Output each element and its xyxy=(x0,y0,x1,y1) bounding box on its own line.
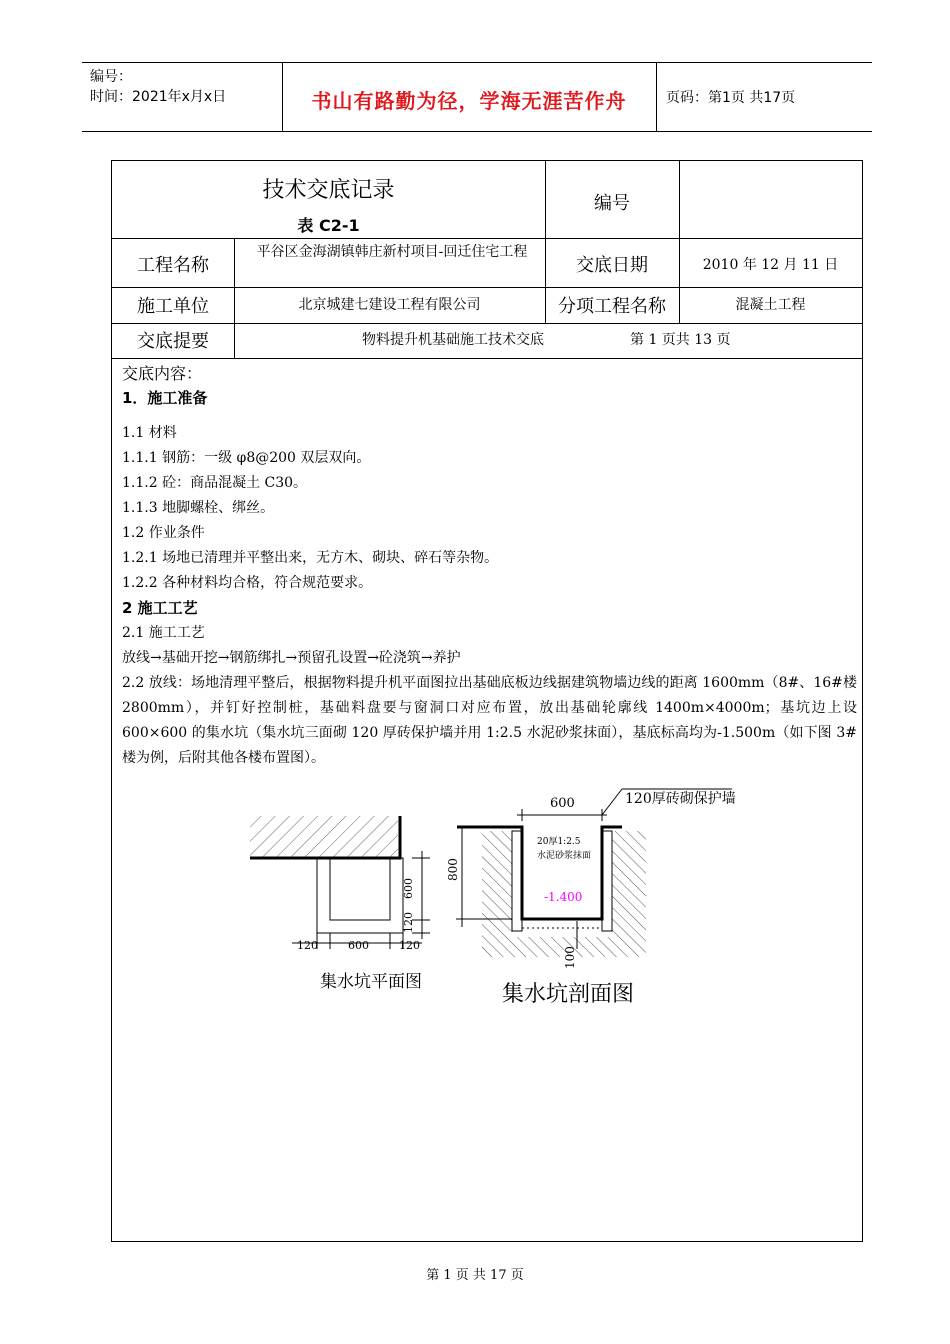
form-code: 表 C2-1 xyxy=(297,216,360,235)
row-line xyxy=(112,358,862,359)
list-item: 1.1.1 钢筋：一级 φ8@200 双层双向。 xyxy=(122,450,371,466)
soil-hatch-right xyxy=(612,831,646,957)
plan-inner-pit xyxy=(330,858,390,920)
content-heading: 交底内容： xyxy=(122,364,203,383)
number-label: 编号 xyxy=(594,193,630,214)
header-motto: 书山有路勤为径，学海无涯苦作舟 xyxy=(311,89,627,113)
subitem-value: 混凝土工程 xyxy=(735,297,806,313)
header-page: 页码：第1页 共17页 xyxy=(666,90,796,106)
header-left xyxy=(90,67,226,107)
section-drawing xyxy=(446,789,736,1007)
dim-text: 120 xyxy=(402,912,415,933)
list-item: 1.1.3 地脚螺栓、绑丝。 xyxy=(122,500,275,516)
plan-soil-hatch xyxy=(250,816,398,858)
project-label: 工程名称 xyxy=(137,255,209,276)
row-line xyxy=(112,287,862,288)
elevation-text: -1.400 xyxy=(544,890,583,904)
process-list xyxy=(122,621,857,671)
unit-value: 北京城建七建设工程有限公司 xyxy=(298,297,481,313)
summary-value: 物料提升机基础施工技术交底 xyxy=(362,332,544,348)
record-title: 技术交底记录 xyxy=(262,178,395,203)
row-line xyxy=(112,323,862,324)
number-label: 编号： xyxy=(90,69,132,85)
soil-hatch-left xyxy=(482,831,512,957)
page-footer: 第 1 页 共 17 页 xyxy=(426,1268,524,1283)
plaster-note: 水泥砂浆抹面 xyxy=(537,851,592,861)
plan-caption: 集水坑平面图 xyxy=(320,972,422,992)
section-caption: 集水坑剖面图 xyxy=(502,982,635,1007)
content-body xyxy=(122,361,857,771)
section-heading: 1．施工准备 xyxy=(122,389,208,407)
list-item: 1.2 作业条件 xyxy=(122,525,205,541)
project-value: 平谷区金海湖镇韩庄新村项目-回迁住宅工程 xyxy=(256,244,528,260)
section-heading: 2 施工工艺 xyxy=(122,599,198,617)
list-item: 1.1 材料 xyxy=(122,425,177,441)
dim-text: 120 xyxy=(297,939,318,952)
plan-drawing xyxy=(250,816,430,992)
subitem-label: 分项工程名称 xyxy=(558,296,666,317)
list-item: 1.1.2 砼：商品混凝土 C30。 xyxy=(122,475,308,491)
summary-page: 第 1 页共 13 页 xyxy=(630,332,731,348)
time-label: 时间：2021年x月x日 xyxy=(90,89,227,105)
sump-drawings xyxy=(112,781,862,1011)
dim-text: 120 xyxy=(399,939,420,952)
leader-line xyxy=(602,789,622,815)
page-header xyxy=(82,62,872,132)
dim-text: 800 xyxy=(446,858,460,881)
layout-paragraph: 2.2 放线：场地清理平整后，根据物料提升机平面图拉出基础底板边线据建筑物墙边线的距离 1600mm（8#、16#楼 2800mm），并钉好控制桩，基础料盘要与窗洞口对应布置，放出基础轮廓线 1400m×4000m；基坑边上设 600×600 的集水坑（集水坑三面砌 120 厚砖保护墙并用 1:2.5 水泥砂浆抹面），基底标高均为-1.500m（如下图 3#楼为例，后附其他各楼布置图）。 xyxy=(122,675,857,766)
plaster-note: 20厚1:2.5 xyxy=(537,837,581,847)
date-label: 交底日期 xyxy=(576,255,648,276)
dim-text: 600 xyxy=(550,796,575,811)
dim-text: 600 xyxy=(348,939,369,952)
summary-label: 交底提要 xyxy=(137,331,209,352)
wall-note: 120厚砖砌保护墙 xyxy=(625,791,736,807)
dim-text: 600 xyxy=(402,878,415,899)
header-divider xyxy=(656,63,657,131)
list-item: 1.2.1 场地已清理并平整出来，无方木、砌块、碎石等杂物。 xyxy=(122,550,499,566)
list-item: 放线→基础开挖→钢筋绑扎→预留孔设置→砼浇筑→养护 xyxy=(122,650,461,666)
record-table xyxy=(111,160,863,1242)
soil-hatch-bottom xyxy=(512,937,612,957)
row-line xyxy=(112,238,862,239)
dim-text: 100 xyxy=(563,946,577,969)
list-item: 2.1 施工工艺 xyxy=(122,625,205,641)
date-value: 2010 年 12 月 11 日 xyxy=(702,257,839,273)
list-item: 1.2.2 各种材料均合格，符合规范要求。 xyxy=(122,575,373,591)
unit-label: 施工单位 xyxy=(137,296,209,317)
prep-list xyxy=(122,421,857,596)
